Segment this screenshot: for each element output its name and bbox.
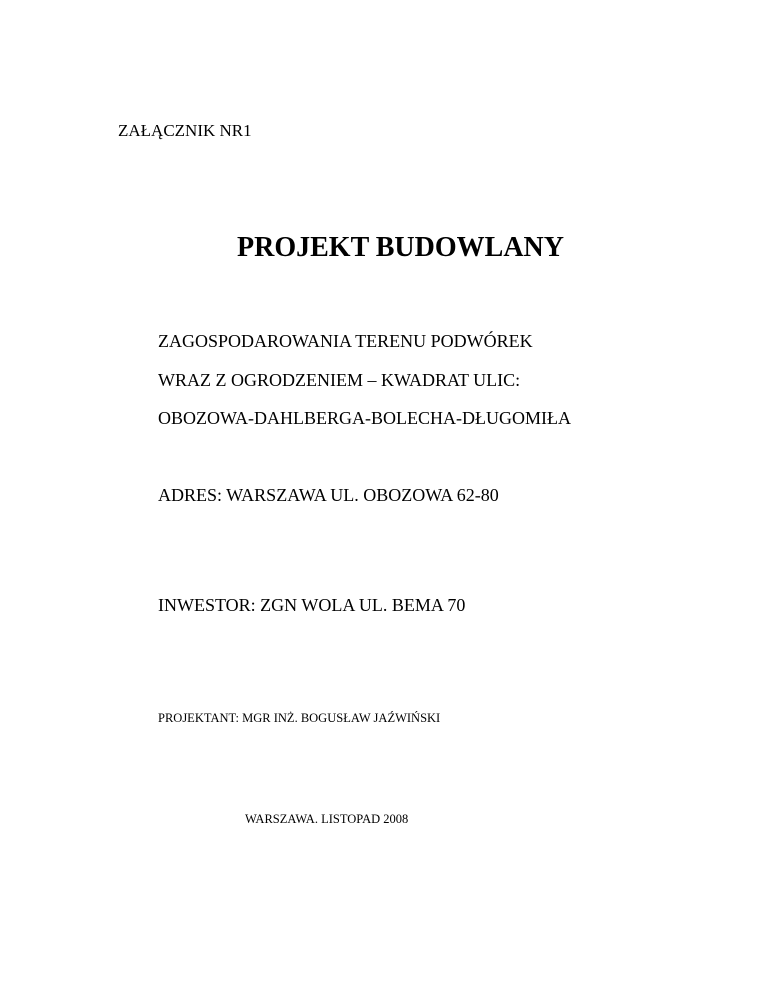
subject-line-1: ZAGOSPODAROWANIA TERENU PODWÓREK [158, 331, 533, 351]
subject-line-2: WRAZ Z OGRODZENIEM – KWADRAT ULIC: [158, 370, 521, 390]
designer-line: PROJEKTANT: MGR INŻ. BOGUSŁAW JAŹWIŃSKI [158, 711, 441, 725]
document-title: PROJEKT BUDOWLANY [237, 232, 564, 263]
subject-line-3: OBOZOWA-DAHLBERGA-BOLECHA-DŁUGOMIŁA [158, 408, 571, 428]
address-line: ADRES: WARSZAWA UL. OBOZOWA 62-80 [158, 485, 499, 505]
investor-line: INWESTOR: ZGN WOLA UL. BEMA 70 [158, 595, 466, 615]
place-date-line: WARSZAWA. LISTOPAD 2008 [245, 812, 409, 826]
annex-label: ZAŁĄCZNIK NR1 [118, 121, 252, 140]
